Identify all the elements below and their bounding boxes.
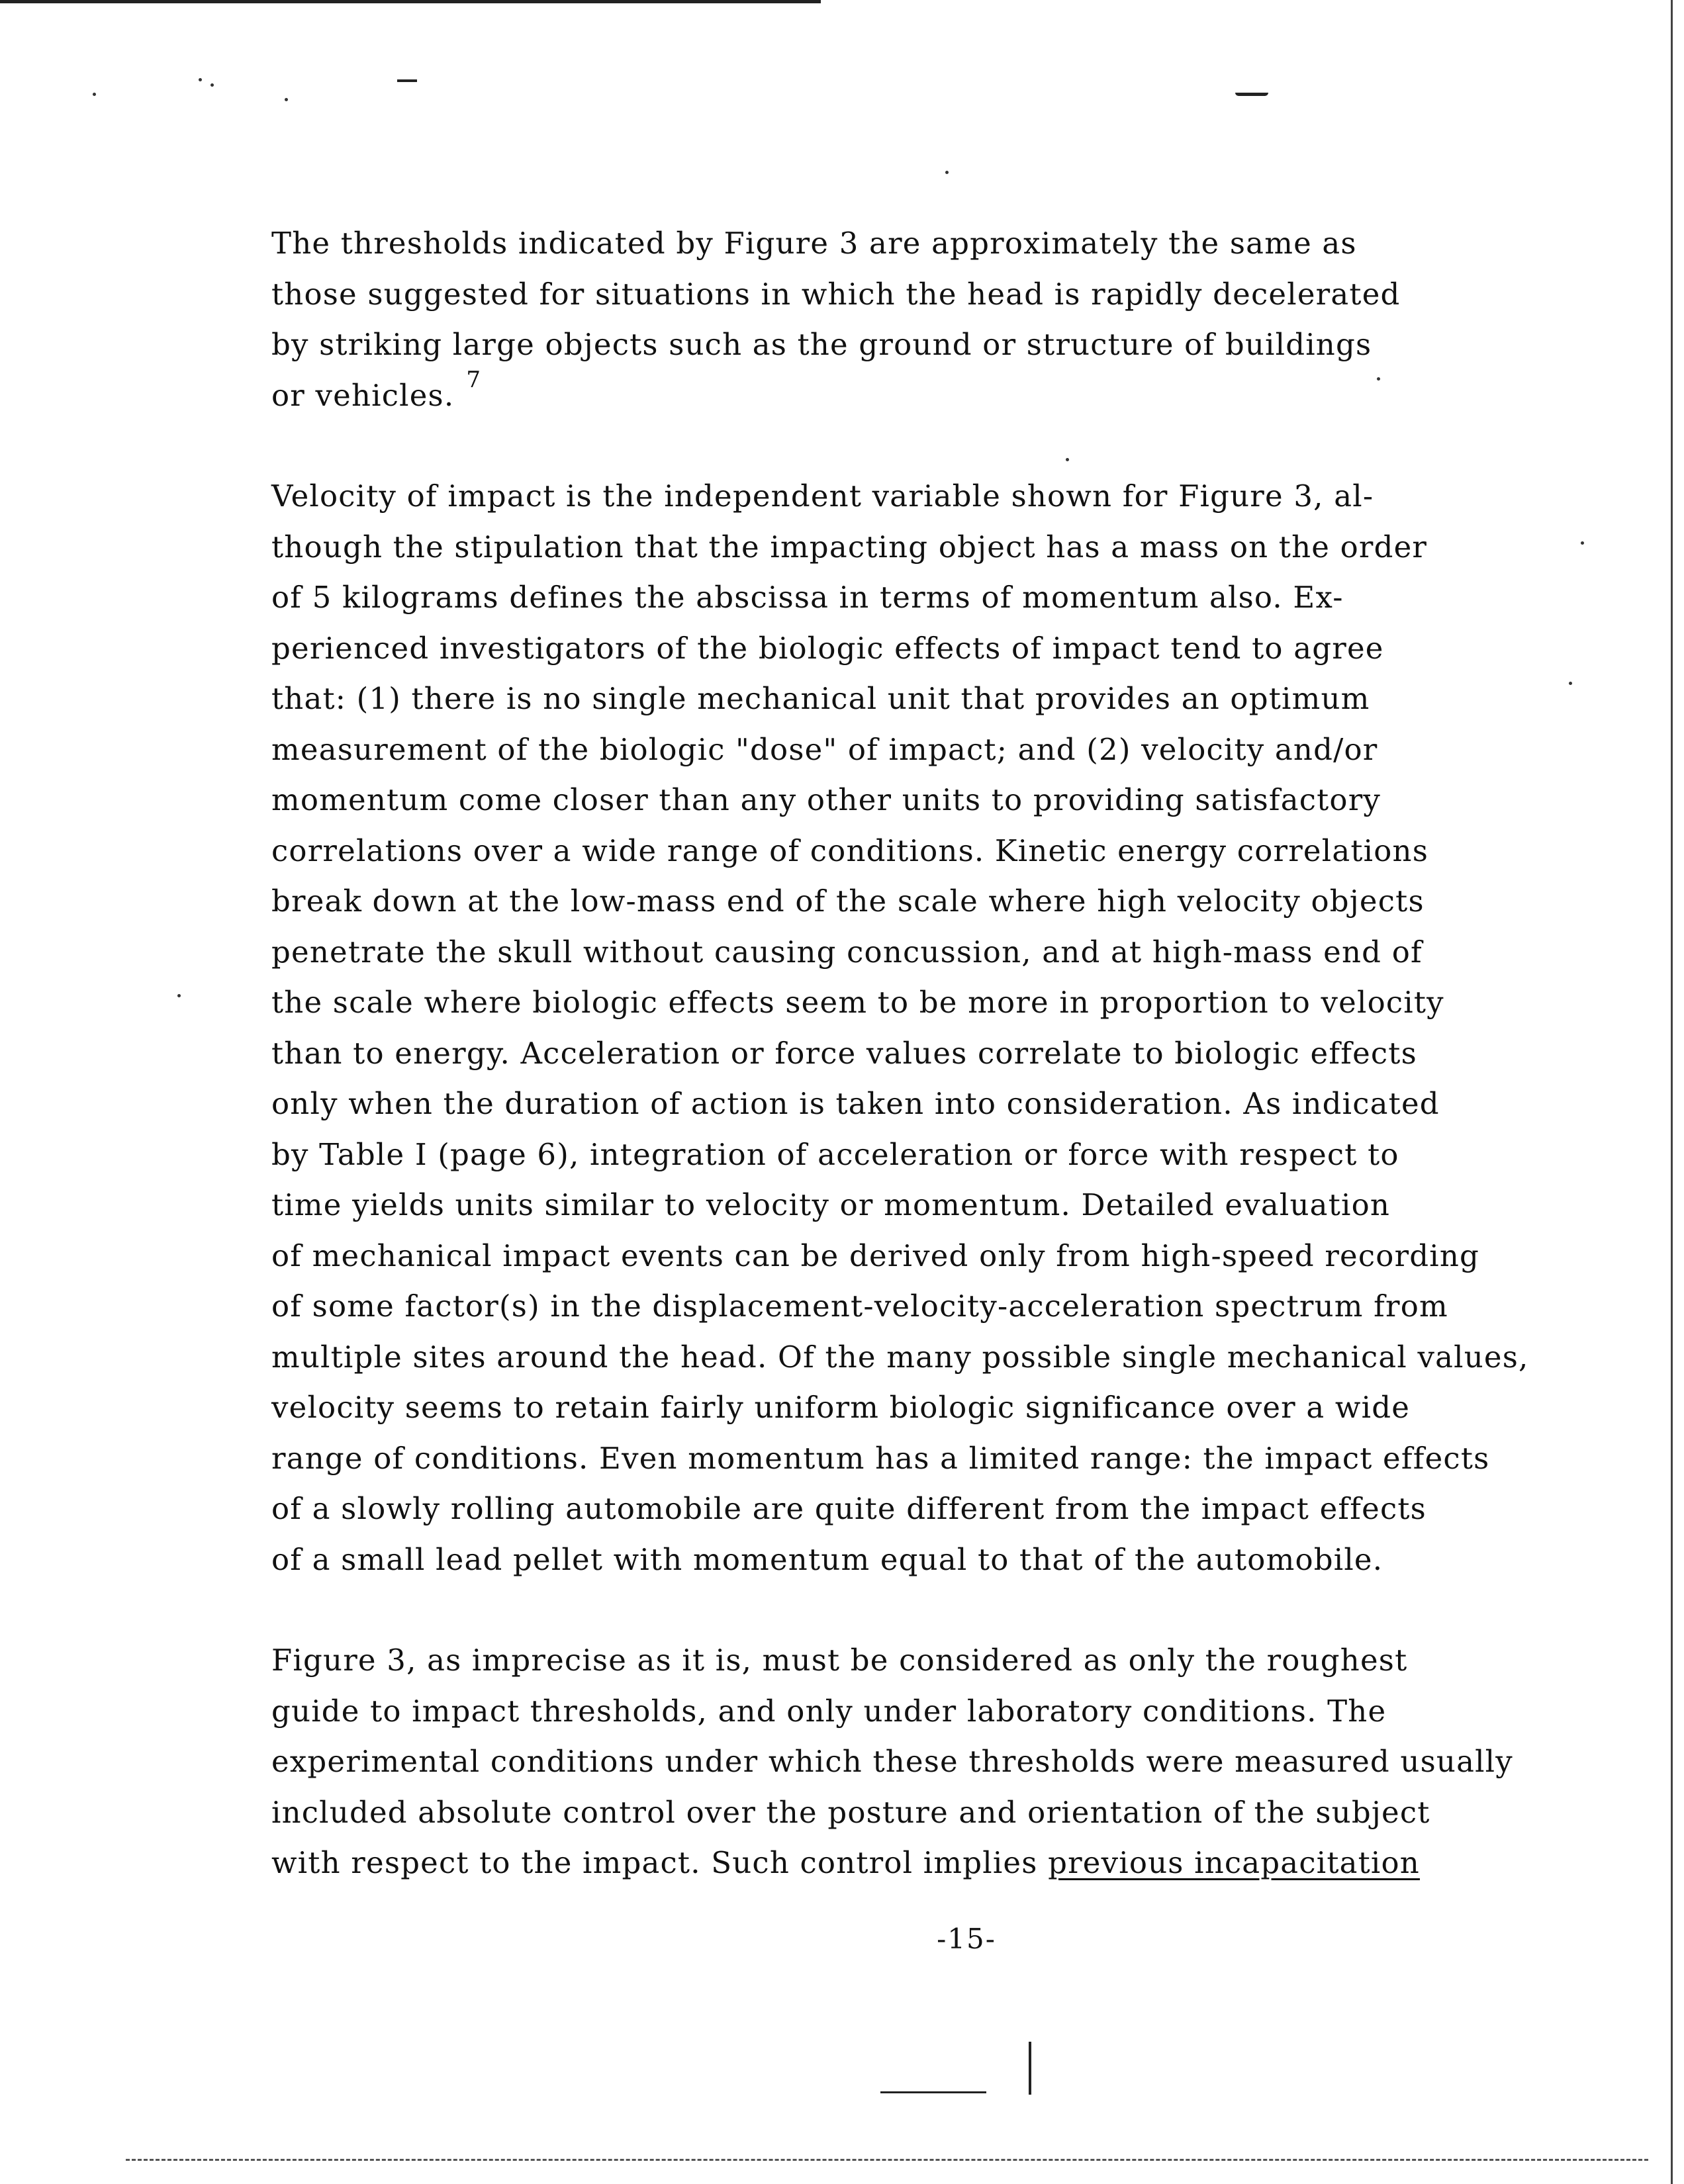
text-line: of mechanical impact events can be derived only from high-speed recording: [271, 1238, 1480, 1273]
paragraph-3: [271, 1635, 1648, 1889]
text-line: of 5 kilograms defines the abscissa in terms of momentum also. Ex-: [271, 580, 1344, 615]
text-line: those suggested for situations in which the head is rapidly decelerated: [271, 276, 1401, 312]
scan-edge-right: [1671, 0, 1673, 2184]
text-line: though the stipulation that the impacting object has a mass on the order: [271, 529, 1428, 565]
text-line: the scale where biologic effects seem to be more in proportion to velocity: [271, 985, 1444, 1020]
text-line: penetrate the skull without causing concussion, and at high-mass end of: [271, 934, 1423, 970]
scan-edge-bottom: [126, 2159, 1648, 2161]
text-line: than to energy. Acceleration or force values correlate to biologic effects: [271, 1035, 1417, 1071]
text-line: time yields units similar to velocity or momentum. Detailed evaluation: [271, 1187, 1391, 1222]
text-line: The thresholds indicated by Figure 3 are approximately the same as: [271, 226, 1357, 261]
text-line: break down at the low-mass end of the scale where high velocity objects: [271, 884, 1425, 919]
text-line: of some factor(s) in the displacement-velocity-acceleration spectrum from: [271, 1289, 1448, 1324]
text-line: multiple sites around the head. Of the many possible single mechanical values,: [271, 1339, 1529, 1375]
scan-speck: [285, 98, 288, 101]
text-line: of a slowly rolling automobile are quite different from the impact effects: [271, 1491, 1427, 1526]
underlined-text: previous incapacitation: [1048, 1845, 1420, 1880]
page-number: -15-: [937, 1923, 996, 1955]
text-line-with-footnote: [271, 366, 1648, 422]
scan-speck: [93, 93, 96, 96]
text-line: momentum come closer than any other units to providing satisfactory: [271, 782, 1381, 817]
footnote-reference: 7: [466, 366, 482, 393]
scan-speck: [199, 78, 202, 81]
text-line: Figure 3, as imprecise as it is, must be considered as only the roughest: [271, 1643, 1408, 1678]
text-line: perienced investigators of the biologic effects of impact tend to agree: [271, 630, 1384, 666]
paragraph-2: [271, 471, 1648, 1585]
text-line: guide to impact thresholds, and only under laboratory conditions. The: [271, 1693, 1387, 1729]
scan-speck: [945, 171, 949, 174]
text-line: by striking large objects such as the ground or structure of buildings: [271, 327, 1372, 362]
text-line: velocity seems to retain fairly uniform biologic significance over a wide: [271, 1390, 1411, 1425]
text-line: measurement of the biologic "dose" of impact; and (2) velocity and/or: [271, 731, 1378, 767]
scan-edge-top: [0, 0, 821, 3]
text-line: by Table I (page 6), integration of acceleration or force with respect to: [271, 1136, 1399, 1172]
scan-mark: [1235, 93, 1268, 96]
text-line: correlations over a wide range of conditions. Kinetic energy correlations: [271, 833, 1429, 868]
text-line: Velocity of impact is the independent variable shown for Figure 3, al-: [271, 478, 1374, 514]
text-line: included absolute control over the posture and orientation of the subject: [271, 1794, 1430, 1830]
paragraph-spacer: [271, 1585, 1648, 1635]
text-segment: with respect to the impact. Such control implies: [271, 1845, 1049, 1880]
text-line: range of conditions. Even momentum has a limited range: the impact effects: [271, 1440, 1490, 1476]
text-line: only when the duration of action is taken into consideration. As indicated: [271, 1086, 1440, 1121]
text-line: experimental conditions under which these thresholds were measured usually: [271, 1744, 1513, 1779]
paragraph-1: [271, 218, 1648, 421]
body-text: [271, 218, 1648, 1889]
scan-mark: [397, 79, 417, 82]
scan-mark: [880, 2091, 986, 2093]
text-line: of a small lead pellet with momentum equal to that of the automobile.: [271, 1541, 1383, 1577]
scan-speck: [177, 994, 181, 997]
text-line-with-underline: [271, 1838, 1648, 1889]
text-line: that: (1) there is no single mechanical unit that provides an optimum: [271, 681, 1370, 716]
text-line: or vehicles.: [271, 377, 455, 413]
paragraph-spacer: [271, 421, 1648, 471]
scan-speck: [210, 83, 214, 87]
scan-mark: [1029, 2042, 1031, 2095]
